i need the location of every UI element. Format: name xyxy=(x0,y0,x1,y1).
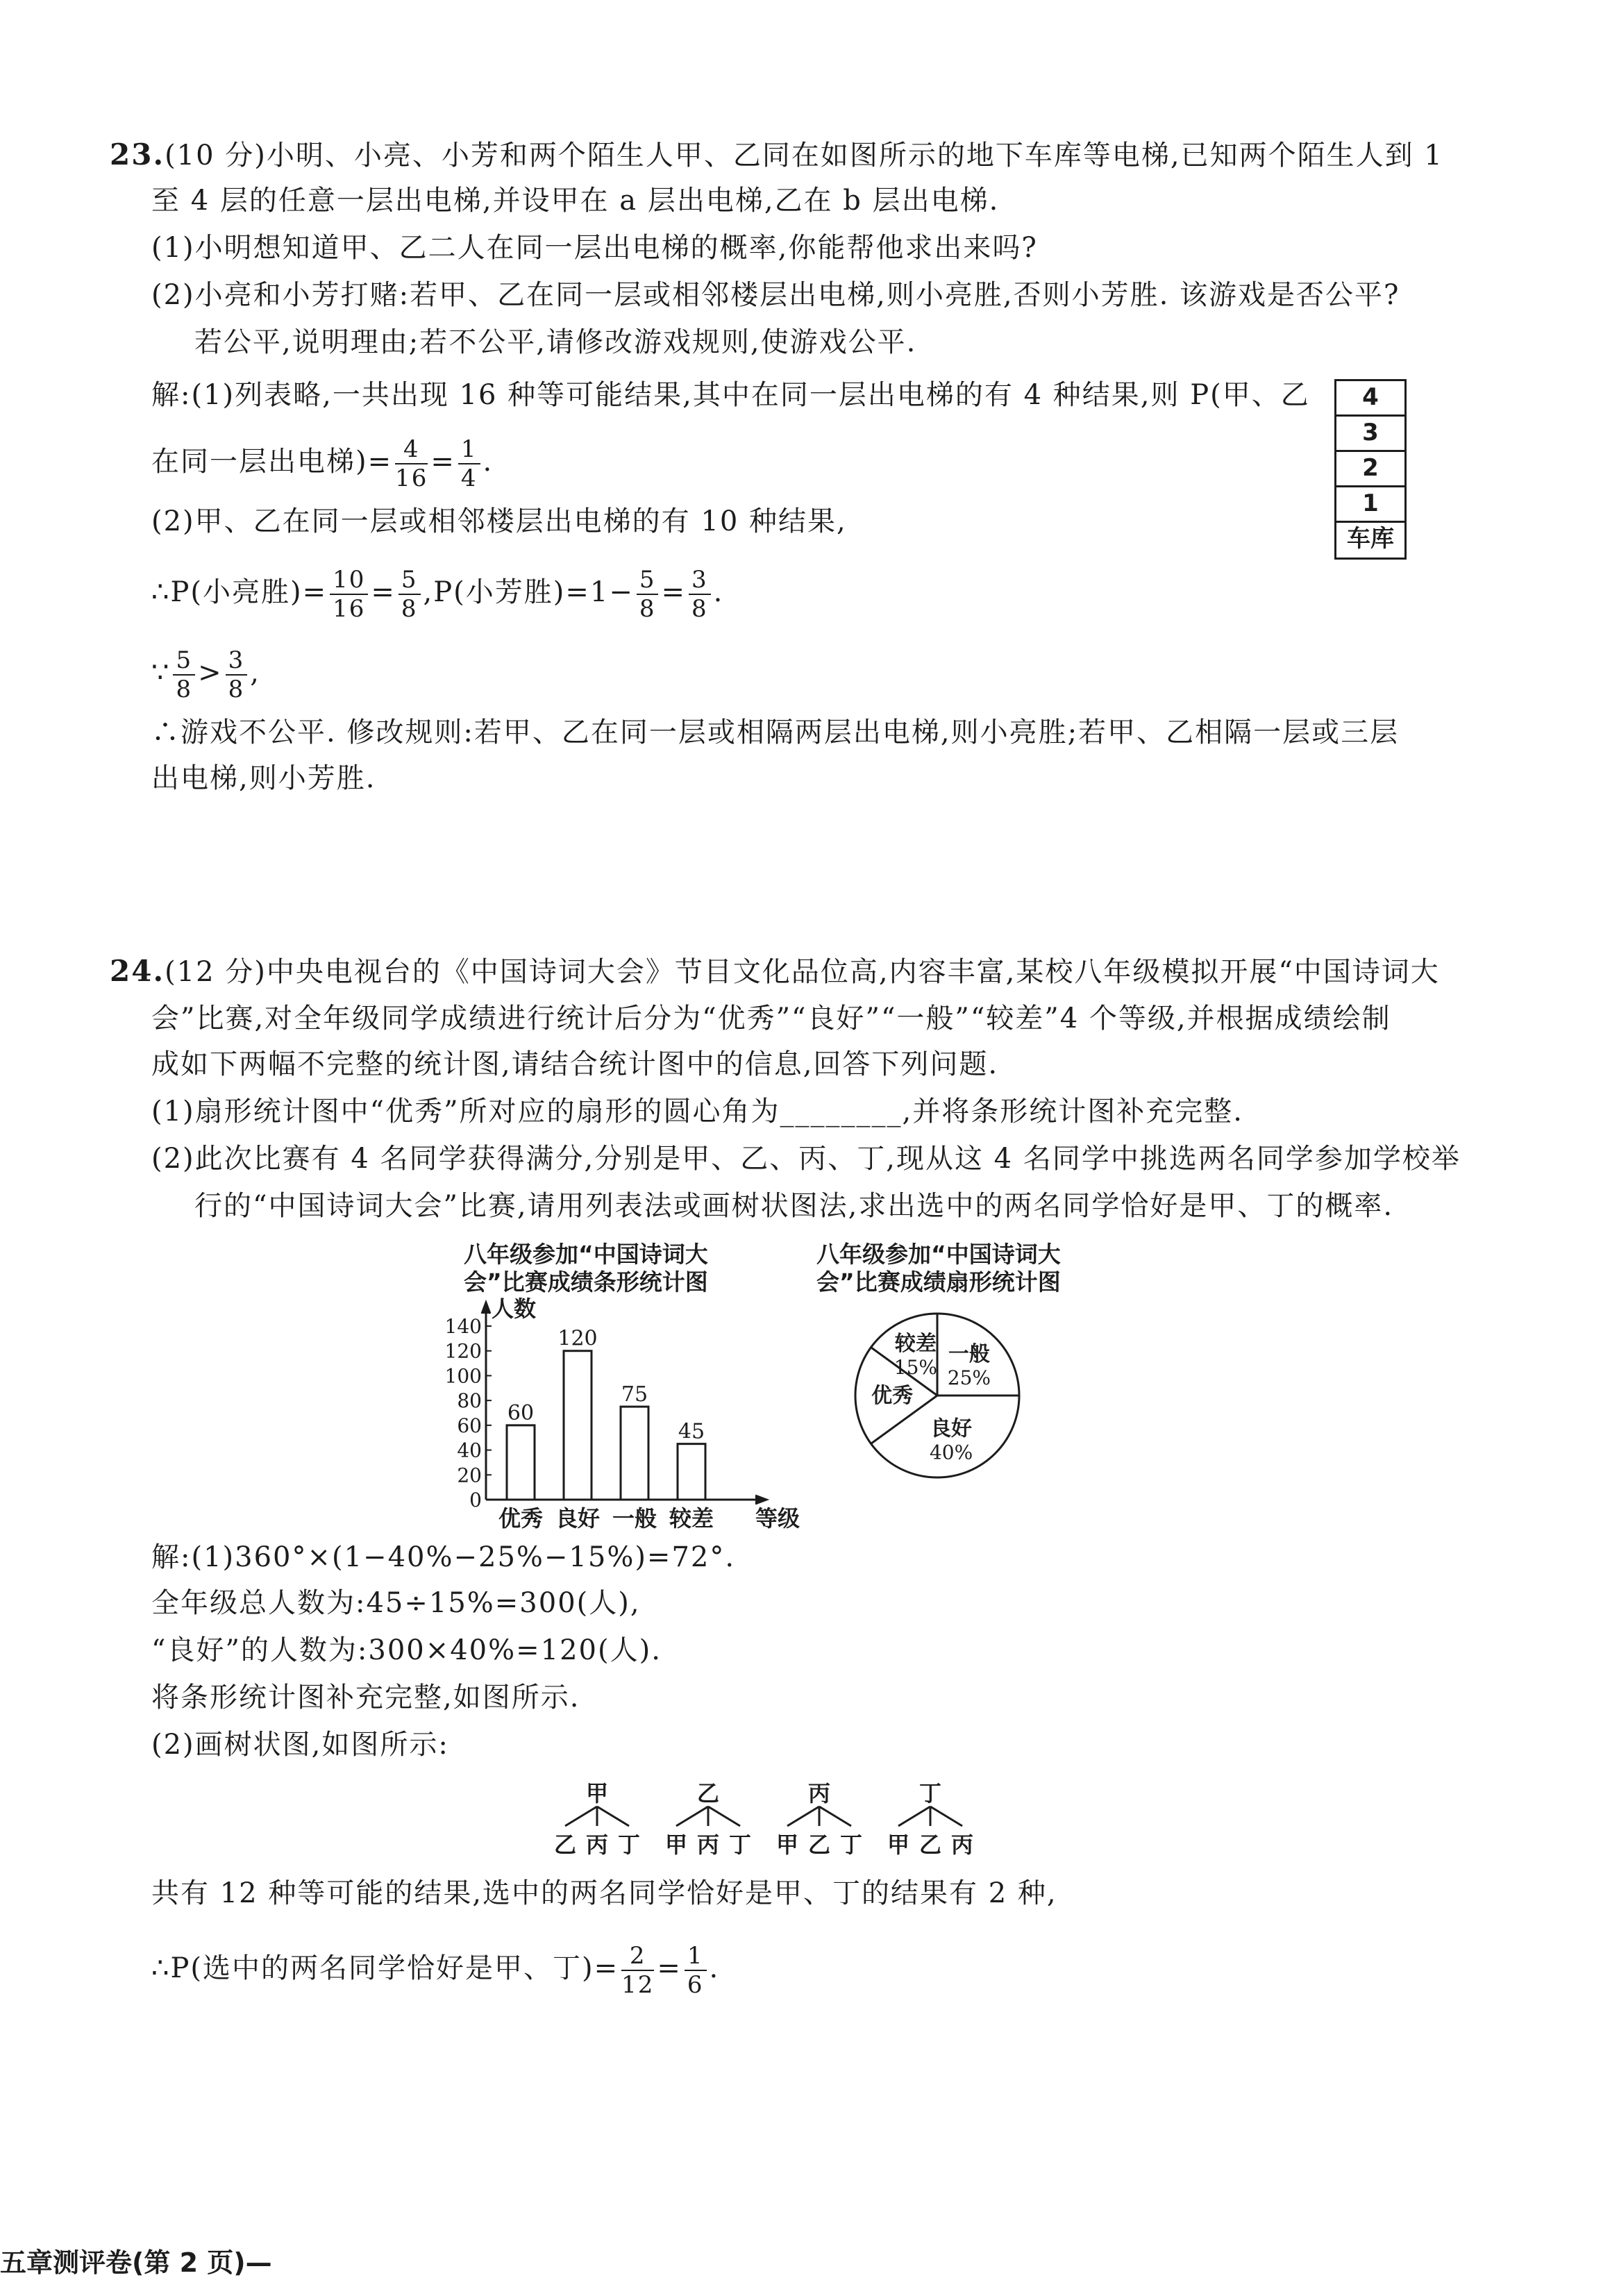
bar-value-label: 60 xyxy=(507,1400,535,1425)
y-axis-arrow xyxy=(482,1302,490,1314)
tree-branch xyxy=(930,1807,962,1826)
q24-sol-line5: (2)画树状图,如图所示: xyxy=(151,1729,449,1761)
tree-leaf: 乙 xyxy=(918,1832,942,1858)
tree-leaf: 丁 xyxy=(617,1832,641,1858)
tree-branch xyxy=(898,1807,930,1826)
y-tick-label: 60 xyxy=(457,1414,482,1437)
fraction: $\frac{4}{16}$ xyxy=(395,435,428,492)
fraction: $\frac{5}{8}$ xyxy=(637,568,659,621)
bar-value-label: 120 xyxy=(557,1326,598,1351)
q23-sol-line4-text-b: ,P(小芳胜)=1− xyxy=(423,576,634,608)
slice-percent-label: 25% xyxy=(947,1366,991,1390)
fraction: $\frac{3}{8}$ xyxy=(689,568,711,621)
q24-sol-line2: 全年级总人数为:45÷15%=300(人), xyxy=(151,1587,641,1619)
tree-leaf: 丁 xyxy=(728,1832,752,1858)
q23-sol-line5: ∵ $\frac{5}{8}$ > $\frac{3}{8}$ , xyxy=(151,646,260,703)
y-tick-label: 40 xyxy=(457,1439,482,1462)
q23-sol-line4: ∴P(小亮胜)= $\frac{10}{16}$ = $\frac{5}{8}$ ,P(小芳胜)=1− $\frac{5}{8}$ = $\frac{3}{8}$ . xyxy=(151,566,724,623)
tree-leaf: 丙 xyxy=(696,1832,720,1858)
bar-value-label: 45 xyxy=(678,1419,705,1444)
y-axis-label: 人数 xyxy=(492,1296,537,1322)
q24-part2-line2: 行的“中国诗词大会”比赛,请用列表法或画树状图法,求出选中的两名同学恰好是甲、丁的概率. xyxy=(194,1190,1394,1222)
y-tick-label: 80 xyxy=(457,1389,482,1413)
q23-part1: (1)小明想知道甲、乙二人在同一层出电梯的概率,你能帮他求出来吗? xyxy=(151,232,1038,264)
y-tick-label: 140 xyxy=(444,1315,482,1338)
tree-leaf: 乙 xyxy=(553,1832,577,1858)
slice-label-优秀: 优秀 xyxy=(871,1384,914,1408)
bar-chart xyxy=(430,1291,819,1539)
y-tick-label: 120 xyxy=(444,1339,482,1363)
page-footer: 五章测评卷(第 2 页)— xyxy=(0,2247,272,2278)
q24-sol-line1: 解:(1)360°×(1−40%−25%−15%)=72°. xyxy=(151,1541,736,1573)
pie-chart xyxy=(847,1305,1027,1486)
tree-branch xyxy=(708,1807,740,1826)
q23-stem-text: (10 分)小明、小亮、小芳和两个陌生人甲、乙同在如图所示的地下车库等电梯,已知两个陌生人到 1 xyxy=(165,140,1443,171)
fraction: $\frac{3}{8}$ xyxy=(226,648,248,701)
bar-良好 xyxy=(564,1351,592,1500)
slice-label-较差: 较差 xyxy=(894,1332,937,1357)
q24-sol-line6: 共有 12 种等可能的结果,选中的两名同学恰好是甲、丁的结果有 2 种, xyxy=(151,1877,1057,1909)
q24-stem-line1 xyxy=(110,953,1440,991)
fraction: $\frac{10}{16}$ xyxy=(330,568,368,621)
floor-3: 3 xyxy=(1334,414,1407,452)
tree-leaf: 丁 xyxy=(839,1832,863,1858)
q23-sol-line1: 解:(1)列表略,一共出现 16 种等可能结果,其中在同一层出电梯的有 4 种结果,则 P(甲、乙 xyxy=(151,379,1310,411)
tree-leaf: 丙 xyxy=(585,1832,609,1858)
q23-part2-line2: 若公平,说明理由;若不公平,请修改游戏规则,使游戏公平. xyxy=(194,326,917,358)
floor-2: 2 xyxy=(1334,450,1407,487)
q23-sol-line2: 在同一层出电梯)= $\frac{4}{16}$ = $\frac{1}{4}$ . xyxy=(151,435,494,492)
fraction: $\frac{5}{8}$ xyxy=(173,648,195,701)
bar-value-label: 75 xyxy=(621,1382,648,1407)
tree-root: 丁 xyxy=(918,1780,942,1807)
q24-sol-line7-text: ∴P(选中的两名同学恰好是甲、丁)= xyxy=(151,1952,619,1984)
q23-sol-line2-text: 在同一层出电梯)= xyxy=(151,446,393,478)
q23-stem-line1 xyxy=(110,136,1443,174)
q24-number: 24. xyxy=(110,954,165,988)
x-axis-label: 等级 xyxy=(755,1505,800,1532)
q23-sol-line7: 出电梯,则小芳胜. xyxy=(151,762,376,794)
x-axis-arrow xyxy=(755,1495,766,1504)
fraction: $\frac{5}{8}$ xyxy=(399,568,421,621)
slice-percent-label: 15% xyxy=(894,1356,938,1380)
tree-branch xyxy=(787,1807,819,1826)
tree-branch xyxy=(597,1807,629,1826)
floor-4: 4 xyxy=(1334,379,1407,417)
tree-branch xyxy=(819,1807,851,1826)
tree-branch xyxy=(676,1807,708,1826)
category-label: 优秀 xyxy=(498,1505,544,1532)
q24-sol-line7: ∴P(选中的两名同学恰好是甲、丁)= $\frac{2}{12}$ = $\frac{1}{6}$ . xyxy=(151,1942,720,1999)
slice-label-良好: 良好 xyxy=(930,1416,973,1441)
category-label: 较差 xyxy=(669,1505,714,1532)
category-label: 良好 xyxy=(555,1505,601,1532)
tree-root: 丙 xyxy=(807,1780,831,1807)
tree-leaf: 丙 xyxy=(950,1832,974,1858)
y-tick-label: 100 xyxy=(444,1364,482,1388)
pie-chart-title-line1: 八年级参加“中国诗词大 xyxy=(816,1241,1061,1268)
q23-sol-line4-text-a: ∴P(小亮胜)= xyxy=(151,576,328,608)
pie-chart-title-line2: 会”比赛成绩扇形统计图 xyxy=(816,1268,1061,1296)
q24-stem-text: (12 分)中央电视台的《中国诗词大会》节目文化品位高,内容丰富,某校八年级模拟开展“中国诗词大 xyxy=(165,956,1440,988)
bar-较差 xyxy=(678,1444,705,1500)
garage: 车库 xyxy=(1334,521,1407,560)
bar-chart-title-line1: 八年级参加“中国诗词大 xyxy=(464,1241,708,1268)
y-tick-label: 0 xyxy=(469,1489,482,1511)
tree-root: 乙 xyxy=(696,1780,720,1807)
q24-part1: (1)扇形统计图中“优秀”所对应的扇形的圆心角为________,并将条形统计图补充完整. xyxy=(151,1096,1243,1128)
tree-leaf: 甲 xyxy=(775,1832,799,1858)
slice-percent-label: 40% xyxy=(929,1441,973,1464)
q24-stem-line2: 会”比赛,对全年级同学成绩进行统计后分为“优秀”“良好”“一般”“较差”4 个等级,并根据成绩绘制 xyxy=(151,1003,1391,1034)
slice-label-一般: 一般 xyxy=(948,1342,990,1367)
category-label: 一般 xyxy=(612,1505,657,1532)
fraction: $\frac{1}{6}$ xyxy=(685,1944,707,1997)
bar-一般 xyxy=(621,1407,648,1500)
y-tick-label: 20 xyxy=(457,1464,482,1487)
tree-leaf: 甲 xyxy=(664,1832,688,1858)
tree-diagram xyxy=(542,1777,1014,1868)
q23-stem-line2: 至 4 层的任意一层出电梯,并设甲在 a 层出电梯,乙在 b 层出电梯. xyxy=(151,185,1000,217)
q24-sol-line4: 将条形统计图补充完整,如图所示. xyxy=(151,1682,580,1713)
q23-number: 23. xyxy=(110,137,165,171)
floor-1: 1 xyxy=(1334,485,1407,523)
fraction: $\frac{2}{12}$ xyxy=(621,1942,655,1999)
tree-leaf: 甲 xyxy=(887,1832,910,1858)
fraction: $\frac{1}{4}$ xyxy=(458,437,480,490)
q23-sol-line3: (2)甲、乙在同一层或相邻楼层出电梯的有 10 种结果, xyxy=(151,505,847,537)
tree-branch xyxy=(565,1807,597,1826)
q24-part2-line1: (2)此次比赛有 4 名同学获得满分,分别是甲、乙、丙、丁,现从这 4 名同学中挑选两名同学参加学校举 xyxy=(151,1143,1461,1175)
q23-part2-line1: (2)小亮和小芳打赌:若甲、乙在同一层或相邻楼层出电梯,则小亮胜,否则小芳胜. 该游戏是否公平? xyxy=(151,279,1400,311)
tree-root: 甲 xyxy=(585,1780,609,1807)
because-symbol: ∵ xyxy=(151,657,171,689)
q24-stem-line3: 成如下两幅不完整的统计图,请结合统计图中的信息,回答下列问题. xyxy=(151,1048,999,1080)
bar-优秀 xyxy=(507,1425,535,1500)
bar-chart-title-line2: 会”比赛成绩条形统计图 xyxy=(464,1268,708,1296)
q23-sol-line6: ∴游戏不公平. 修改规则:若甲、乙在同一层或相隔两层出电梯,则小亮胜;若甲、乙相隔一层或三层 xyxy=(151,717,1400,748)
tree-leaf: 乙 xyxy=(807,1832,831,1858)
q24-sol-line3: “良好”的人数为:300×40%=120(人). xyxy=(151,1634,662,1666)
